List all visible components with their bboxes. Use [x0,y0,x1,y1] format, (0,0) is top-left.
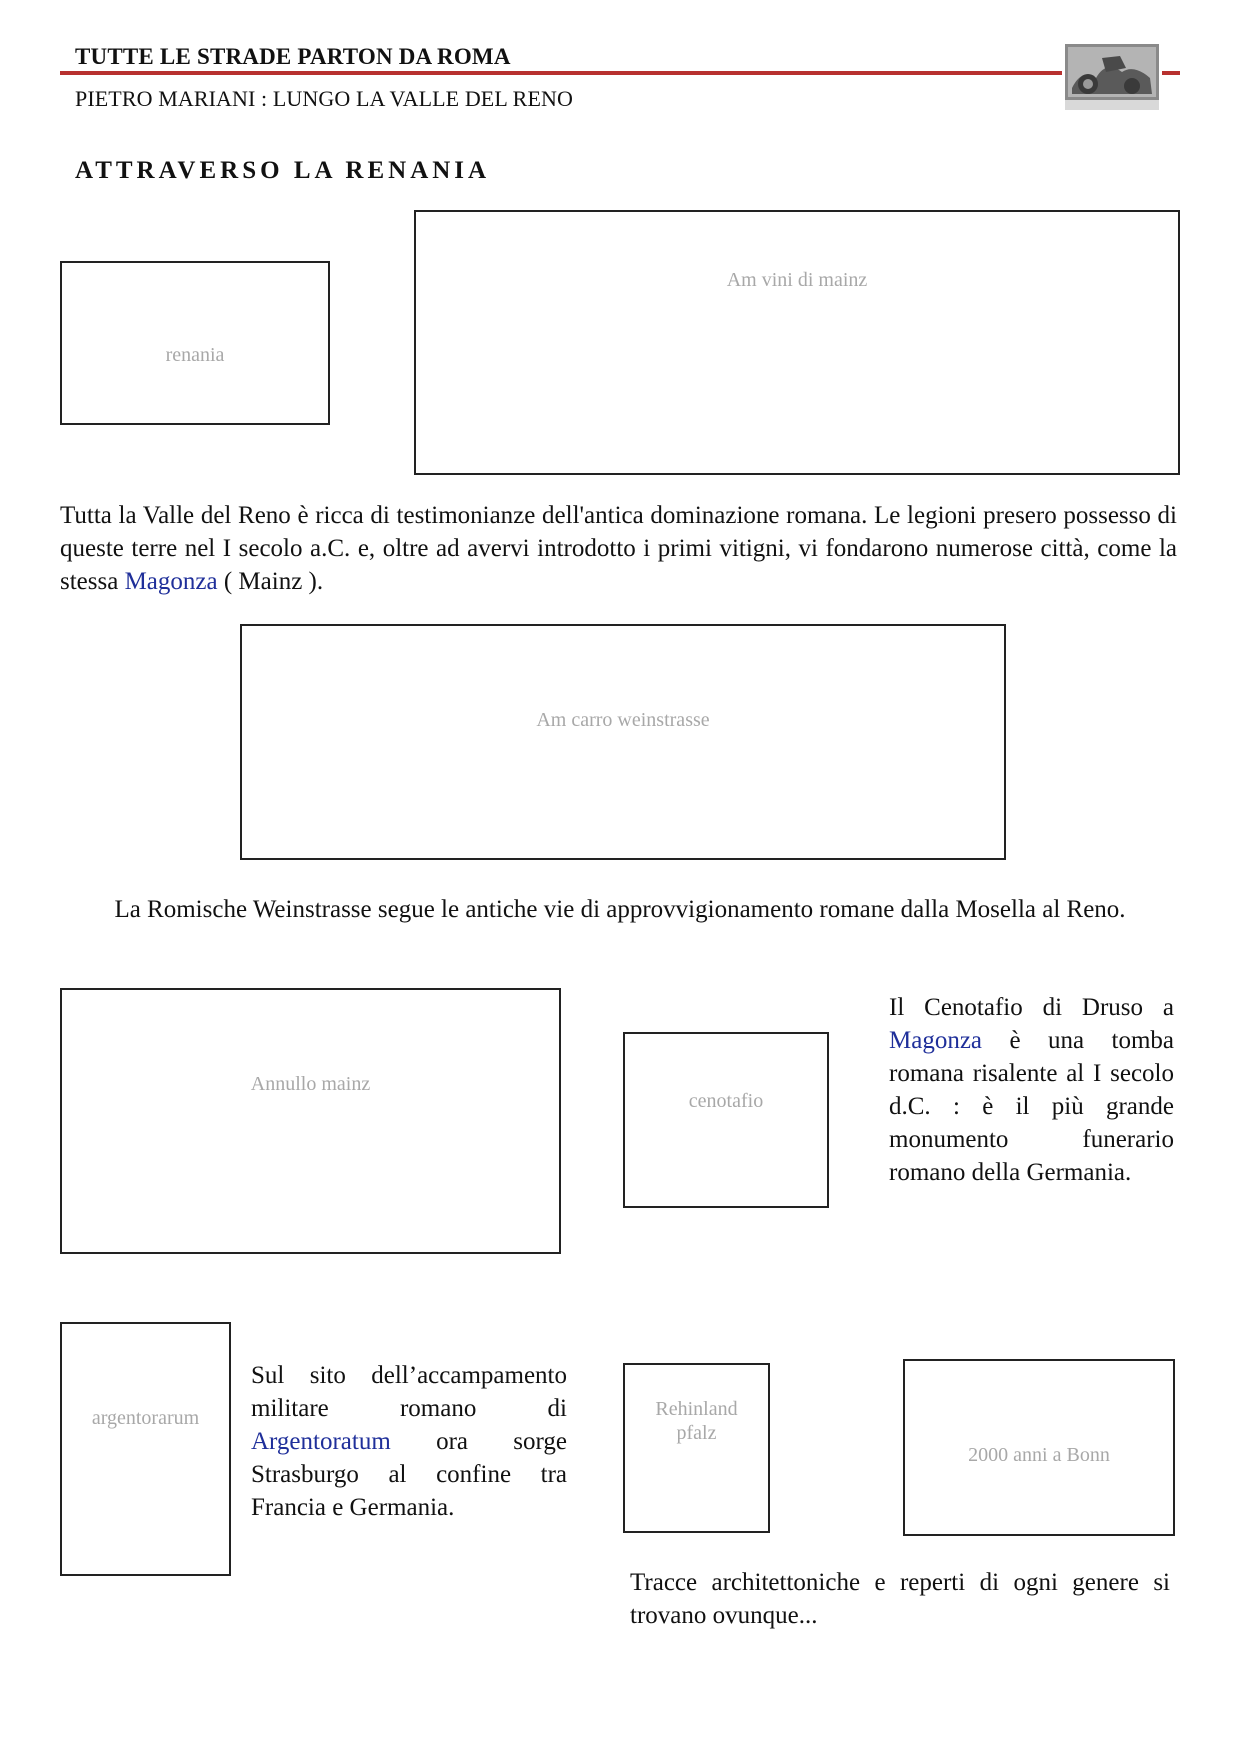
image-alt-text-line2: pfalz [676,1422,717,1444]
tracce-paragraph: Tracce architettoniche e reperti di ogni genere si trovano ovunque... [630,1569,1170,1629]
document-header-title: TUTTE LE STRADE PARTON DA ROMA [75,44,511,69]
image-annullo-mainz [60,988,561,1254]
document-header-subtitle: PIETRO MARIANI : LUNGO LA VALLE DEL RENO [75,86,573,111]
header-rule [60,71,1180,75]
intro-text: Tutta la Valle del Reno è ricca di testimonianze dell'antica dominazione romana. Le legioni presero possesso di queste terre nel I secolo a.C. e, oltre ad avervi introdotto i primi vitigni, vi fondarono numerose città, come la stessa [60,502,1177,595]
argentoratum-text-end: ora sorge Strasburgo al confine tra Francia e Germania. [251,1428,567,1521]
cenotafio-text-end: è una tomba romana risalente al I secolo d.C. : è il più grande monumento funerario romano della Germania. [889,1027,1174,1186]
argentoratum-text: Sul sito dell’accampamento militare romano di [251,1362,567,1422]
image-renania [60,261,330,425]
intro-paragraph [60,499,1177,598]
argentoratum-link[interactable]: Argentoratum [251,1428,391,1455]
magonza-link[interactable]: Magonza [889,1027,983,1054]
weinstrasse-caption: La Romische Weinstrasse segue le antiche vie di approvvigionamento romane dalla Mosella al Reno. [114,896,1126,923]
image-alt-text: cenotafio [688,1090,764,1112]
cart-relief-icon [1062,38,1162,112]
argentoratum-paragraph [251,1359,567,1524]
cenotafio-text: Il Cenotafio di Druso a [889,994,1174,1021]
image-bonn [903,1359,1175,1536]
magonza-link[interactable]: Magonza [124,568,218,595]
image-alt-text: argentorarum [91,1407,200,1429]
section-title: ATTRAVERSO LA RENANIA [75,157,491,184]
image-rehinland-pfalz [623,1363,770,1533]
cursus-publicus-logo [1062,38,1162,112]
image-alt-text: 2000 anni a Bonn [968,1444,1110,1466]
image-alt-text: renania [165,344,225,366]
image-vini-mainz [414,210,1180,475]
image-alt-text: Annullo mainz [250,1073,371,1095]
image-argentorarum [60,1322,231,1576]
image-alt-text: Am vini di mainz [726,269,868,291]
cenotafio-paragraph [889,991,1174,1189]
intro-text-end: ( Mainz ). [217,568,324,595]
image-carro-weinstrasse [240,624,1006,860]
image-alt-text-line1: Rehinland [655,1398,738,1420]
image-cenotafio [623,1032,829,1208]
image-alt-text: Am carro weinstrasse [536,709,710,731]
